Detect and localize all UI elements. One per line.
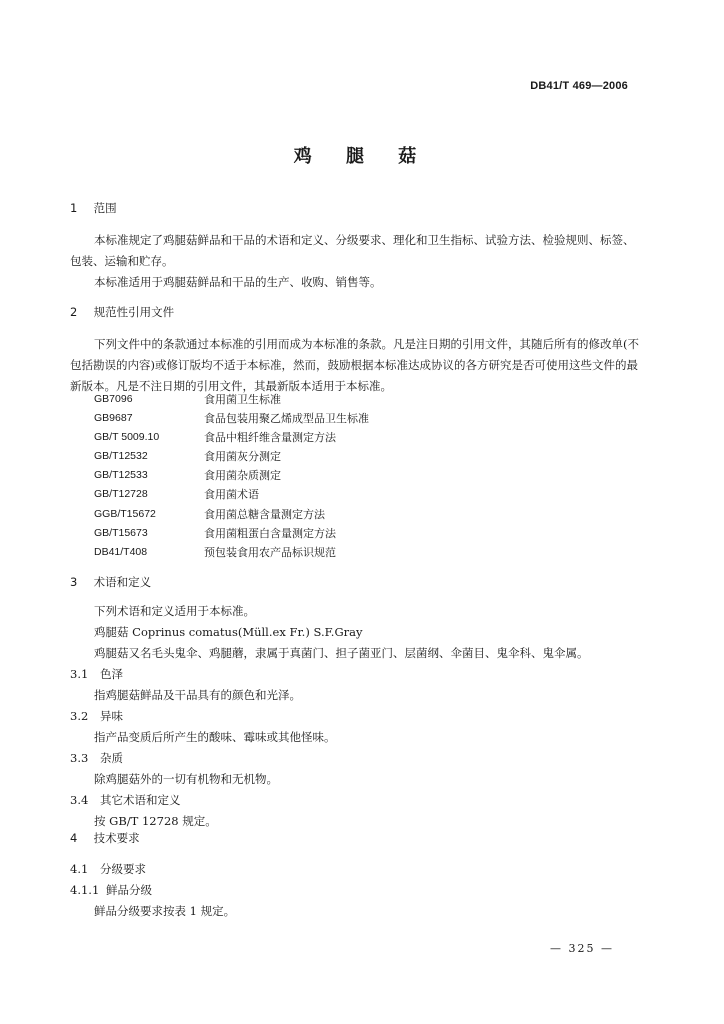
section-normative-references: [70, 302, 640, 397]
subsection-text: 除鸡腿菇外的一切有机物和无机物。: [94, 772, 278, 786]
section-title: 技术要求: [93, 831, 140, 845]
reference-code: GB7096: [94, 393, 133, 405]
subsection-heading: [70, 664, 640, 685]
subsection-heading: [70, 859, 640, 880]
section-scope: [70, 198, 640, 293]
subsection-text: 指鸡腿菇鲜品及干品具有的颜色和光泽。: [94, 688, 301, 702]
reference-name: 食用菌灰分测定: [204, 450, 281, 464]
subsubsection-title: 鲜品分级: [106, 883, 152, 897]
subsection-heading: [70, 706, 640, 727]
section-number: 4: [70, 831, 78, 845]
reference-name: 食用菌粗蛋白含量测定方法: [204, 526, 336, 540]
subsubsection-heading: [70, 880, 640, 901]
reference-code: GB/T 5009.10: [94, 431, 160, 444]
paragraph: 鸡腿菇又名毛头鬼伞、鸡腿蘑，隶属于真菌门、担子菌亚门、层菌纲、伞菌目、鬼伞科、鬼伞属。: [94, 646, 589, 660]
subsection-title: 杂质: [100, 751, 123, 765]
reference-item: [94, 505, 614, 524]
subsection-number: 4.1: [70, 862, 89, 876]
section-heading: [70, 828, 640, 849]
subsection-number: 3.4: [70, 793, 89, 807]
paragraph: 本标准规定了鸡腿菇鲜品和干品的术语和定义、分级要求、理化和卫生指标、试验方法、检验规则、标签、包装、运输和贮存。: [70, 233, 635, 268]
reference-name: 食用菌杂质测定: [204, 469, 281, 483]
reference-name: 预包装食用农产品标识规范: [204, 545, 336, 559]
reference-item: [94, 390, 614, 409]
reference-code: GB/T12728: [94, 488, 148, 501]
reference-list: [94, 390, 614, 562]
section-title: 范围: [93, 201, 117, 215]
page-number: — 325 —: [550, 942, 614, 955]
subsection-text: 按 GB/T 12728 规定。: [94, 814, 217, 828]
reference-item: [94, 485, 614, 504]
reference-code: GB/T12533: [94, 469, 148, 482]
reference-name: 食品中粗纤维含量测定方法: [204, 431, 336, 445]
reference-code: GB/T15673: [94, 526, 148, 539]
term-latin-name: 鸡腿菇 Coprinus comatus(Müll.ex Fr.) S.F.Gray: [94, 625, 363, 639]
subsection-title: 分级要求: [100, 862, 146, 876]
subsection-text: 指产品变质后所产生的酸味、霉味或其他怪味。: [94, 730, 336, 744]
paragraph: 本标准适用于鸡腿菇鲜品和干品的生产、收购、销售等。: [94, 275, 382, 289]
reference-item: [94, 543, 614, 562]
reference-code: GGB/T15672: [94, 507, 156, 520]
section-technical-requirements: [70, 828, 640, 922]
subsection-title: 异味: [100, 709, 123, 723]
subsection-heading: [70, 790, 640, 811]
subsection-title: 其它术语和定义: [100, 793, 181, 807]
section-terms-definitions: [70, 572, 640, 832]
reference-item: [94, 409, 614, 428]
paragraph: 下列术语和定义适用于本标准。: [94, 604, 255, 618]
reference-item: [94, 466, 614, 485]
section-number: 2: [70, 305, 78, 319]
reference-name: 食品包装用聚乙烯成型品卫生标准: [204, 412, 369, 426]
subsection-number: 3.1: [70, 667, 89, 681]
reference-item: [94, 447, 614, 466]
reference-item: [94, 524, 614, 543]
paragraph: 下列文件中的条款通过本标准的引用而成为本标准的条款。凡是注日期的引用文件，其随后所有的修改单(不包括勘误的内容)或修订版均不适于本标准，然而，鼓励根据本标准达成协议的各方研究是否可使用这些文件的最新版本。凡是不注日期的引用文件，其最新版本适用于本标准。: [70, 337, 639, 393]
reference-item: [94, 428, 614, 447]
section-heading: [70, 302, 640, 323]
section-title: 规范性引用文件: [93, 305, 175, 319]
reference-name: 食用菌总糖含量测定方法: [204, 507, 325, 521]
reference-name: 食用菌卫生标准: [204, 393, 281, 406]
subsection-number: 3.2: [70, 709, 89, 723]
section-number: 1: [70, 201, 78, 215]
subsection-heading: [70, 748, 640, 769]
section-heading: [70, 572, 640, 593]
reference-name: 食用菌术语: [204, 488, 259, 502]
subsection-number: 3.3: [70, 751, 89, 765]
subsection-title: 色泽: [100, 667, 123, 681]
document-title: 鸡 腿 菇: [293, 146, 431, 167]
standard-code: DB41/T 469—2006: [530, 80, 628, 92]
reference-code: GB/T12532: [94, 450, 148, 463]
reference-code: DB41/T408: [94, 545, 148, 558]
reference-code: GB9687: [94, 412, 133, 425]
section-title: 术语和定义: [93, 575, 152, 589]
section-heading: [70, 198, 640, 219]
subsubsection-number: 4.1.1: [70, 883, 100, 897]
section-number: 3: [70, 575, 78, 589]
paragraph: 鲜品分级要求按表 1 规定。: [94, 904, 236, 918]
